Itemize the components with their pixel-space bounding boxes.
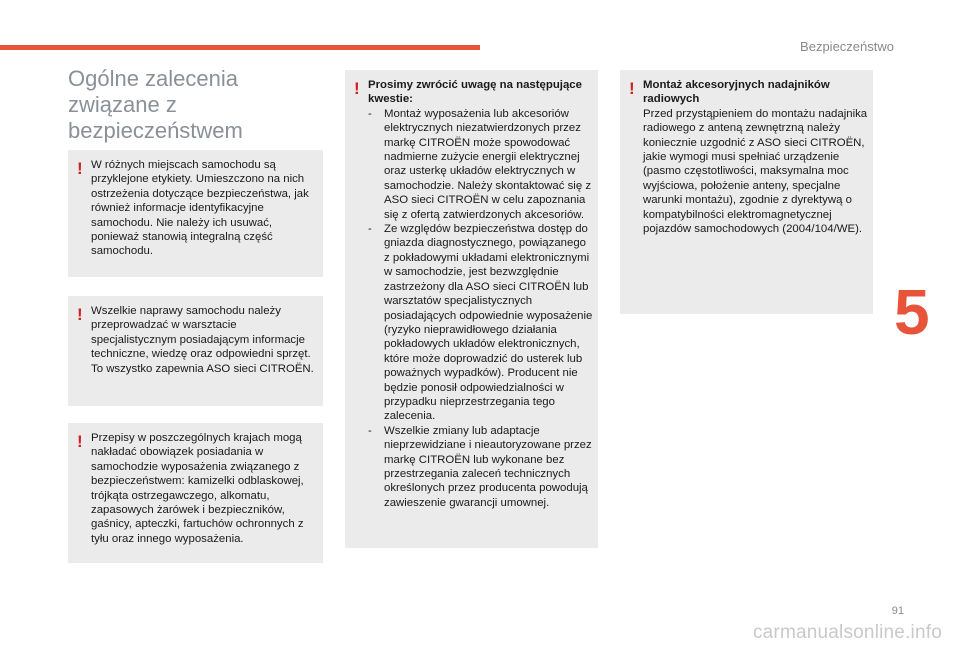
note-transmitters (620, 70, 873, 314)
warning-icon: ! (629, 79, 635, 98)
chapter-number: 5 (894, 276, 930, 348)
warning-icon: ! (77, 305, 83, 324)
note-attention (345, 70, 598, 548)
accent-bar (0, 45, 480, 50)
list-item: - Wszelkie zmiany lub adaptacje nieprzewidziane i nieautoryzowane przez markę CITROËN lub wykonane bez przestrzegania zaleceń technicznych określonych przez producenta powodują zawieszenie gwarancji umownej. (368, 424, 594, 510)
warning-icon: ! (354, 79, 360, 98)
warning-icon: ! (77, 432, 83, 451)
note-labels (68, 150, 323, 277)
note-labels-text: W różnych miejscach samochodu są przyklejone etykiety. Umieszczono na nich ostrzeżenia dotyczące bezpieczeństwa, jak również informacje identyfikacyjne samochodu. Nie należy ich usuwać, ponieważ stanowią integralną część samochodu. (91, 159, 309, 258)
note-repairs (68, 296, 323, 406)
note-attention-heading: Prosimy zwrócić uwagę na następujące kwestie: (368, 79, 582, 106)
note-repairs-text: Wszelkie naprawy samochodu należy przeprowadzać w warsztacie specjalistycznym posiadającym informacje techniczne, wiedzę oraz odpowiedni sprzęt. To wszystko zapewnia ASO sieci CITROËN. (91, 305, 314, 375)
list-item: - Montaż wyposażenia lub akcesoriów elektrycznych niezatwierdzonych przez markę CITROËN może spowodować nadmierne zużycie energii elektrycznej oraz usterkę układów elektrycznych w samochodzie. Należy skontaktować się z ASO sieci CITROËN w celu zapoznania się z ofertą zatwierdzonych akcesoriów. (368, 107, 594, 222)
note-transmitters-text: Przed przystąpieniem do montażu nadajnika radiowego z anteną zewnętrzną należy koniecznie uzgodnić z ASO sieci CITROËN, jakie wymogi musi spełniać urządzenie (pasmo częstotliwości, maksymalna moc wyjściowa, położenie anteny, specjalne warunki montażu), zgodnie z dyrektywą o kompatybilności elektromagnetycznej pojazdów samochodowych (2004/104/WE). (643, 107, 868, 236)
note-regulations-text: Przepisy w poszczególnych krajach mogą nakładać obowiązek posiadania w samochodzie wyposażenia związanego z bezpieczeństwem: kamizelki odblaskowej, trójkąta ostrzegawczego, alkomatu, zapasowych żarówek i bezpieczników, gaśnicy, apteczki, fartuchów ochronnych z tyłu oraz innego wyposażenia. (91, 432, 304, 545)
warning-icon: ! (77, 159, 83, 178)
section-title: Bezpieczeństwo (800, 39, 894, 54)
note-regulations (68, 423, 323, 563)
page-title: Ogólne zalecenia związane z bezpieczeństwem (68, 66, 243, 143)
page-number: 91 (891, 605, 904, 617)
note-transmitters-heading: Montaż akcesoryjnych nadajników radiowych (643, 79, 830, 106)
note-attention-list (368, 107, 594, 510)
list-item: - Ze względów bezpieczeństwa dostęp do gniazda diagnostycznego, powiązanego z pokładowymi układami elektronicznymi w samochodzie, jest bezwzględnie zastrzeżony dla ASO sieci CITROËN lub warsztatów specjalistycznych posiadających odpowiednie wyposażenie (ryzyko nieprawidłowego działania pokładowych układów elektronicznych, które może doprowadzić do usterek lub poważnych wypadków). Producent nie będzie ponosił odpowiedzialności w przypadku nieprzestrzegania tego zalecenia. (368, 222, 594, 424)
watermark: carmanualsonline.info (752, 622, 942, 643)
